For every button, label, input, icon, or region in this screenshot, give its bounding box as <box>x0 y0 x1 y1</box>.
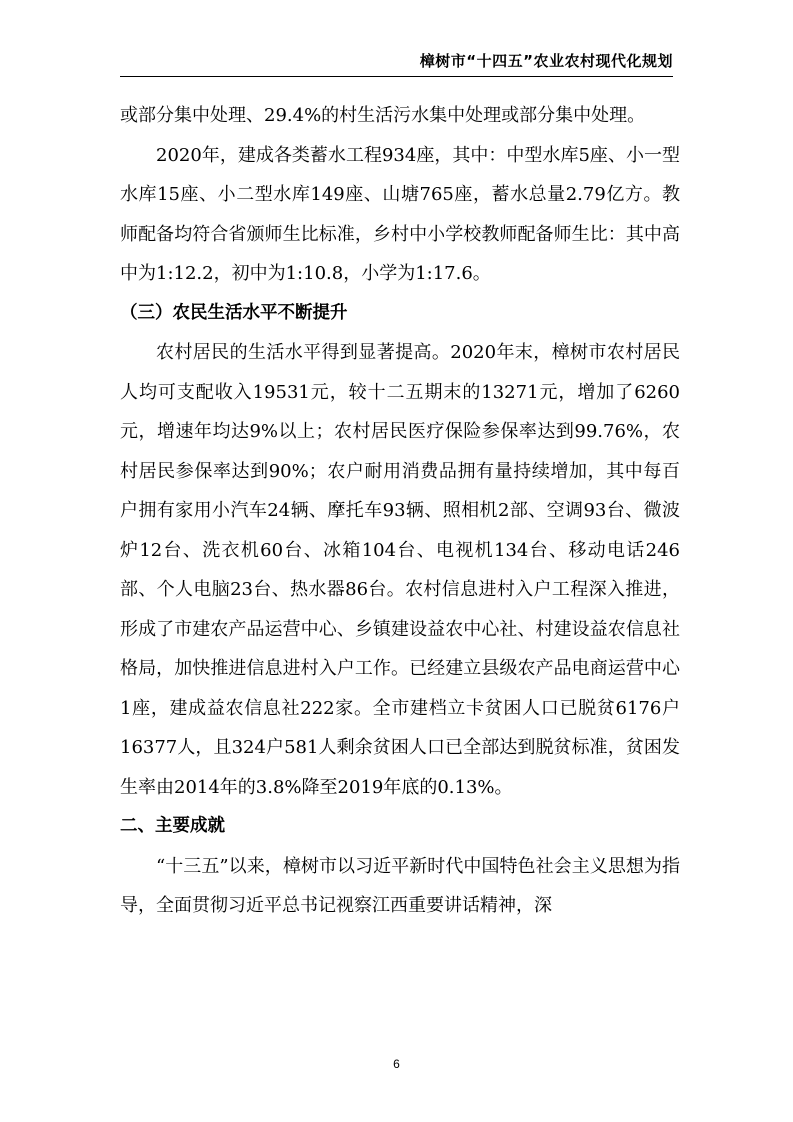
running-header-title: 樟树市“十四五”农业农村现代化规划 <box>419 52 673 70</box>
section-heading-achievements: 二、主要成就 <box>120 816 225 836</box>
paragraph-achievements: “十三五”以来，樟树市以习近平新时代中国特色社会主义思想为指导，全面贯彻习近平总书记视察江西重要讲话精神，深 <box>120 855 680 916</box>
paragraph-water-storage: 2020年，建成各类蓄水工程934座，其中：中型水库5座、小一型水库15座、小二型水库149座、山塘765座，蓄水总量2.79亿方。教师配备均符合省颁师生比标准，乡村中小学校教师配备师生比：其中高中为1:12.2，初中为1:10.8，小学为1:17.6。 <box>120 144 680 284</box>
paragraph-living-standard: 农村居民的生活水平得到显著提高。2020年末，樟树市农村居民人均可支配收入19531元，较十二五期末的13271元，增加了6260元，增速年均达9%以上；农村居民医疗保险参保率达到99.76%，农村居民参保率达到90%；农户耐用消费品拥有量持续增加，其中每百户拥有家用小汽车24辆、摩托车93辆、照相机2部、空调93台、微波炉12台、洗衣机60台、冰箱104台、电视机134台、移动电话246部、个人电脑23台、热水器86台。农村信息进村入户工程深入推进，形成了市建农产品运营中心、乡镇建设益农中心社、村建设益农信息社格局，加快推进信息进村入户工作。已经建立县级农产品电商运营中心1座，建成益农信息社222家。全市建档立卡贫困人口已脱贫6176户16377人，且324户581人剩余贫困人口已全部达到脱贫标准，贫困发生率由2014年的3.8%降至2019年底的0.13%。 <box>120 342 680 798</box>
document-body <box>120 96 680 926</box>
paragraph-sewage: 或部分集中处理、29.4%的村生活污水集中处理或部分集中处理。 <box>120 105 646 126</box>
section-heading-living-standard: （三）农民生活水平不断提升 <box>120 302 348 323</box>
page-number: 6 <box>393 1057 400 1071</box>
header-divider <box>120 76 673 77</box>
